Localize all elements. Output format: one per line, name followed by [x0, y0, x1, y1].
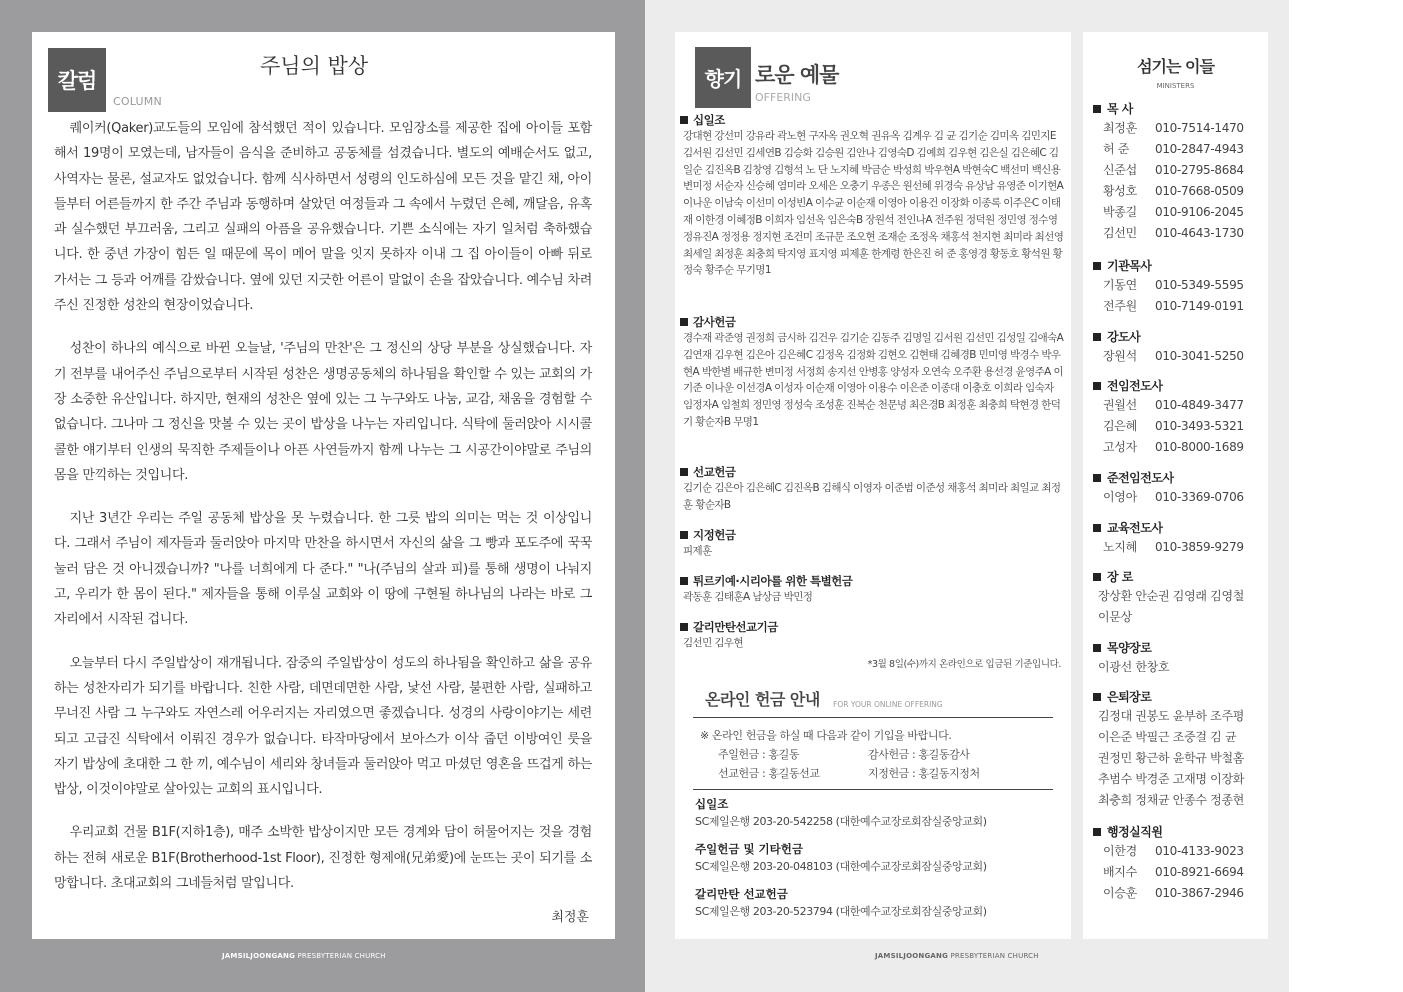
ministers-page: [1083, 32, 1268, 939]
section-names: 곽동훈 김태훈A 남상금 박민정: [683, 591, 813, 603]
section-title-text: 선교헌금: [693, 465, 736, 479]
account-kalimantan: [695, 885, 1055, 921]
offering-section-designated: [680, 527, 1064, 560]
minister-group-title: [1093, 823, 1263, 841]
offering-section-thanks: [680, 314, 1064, 431]
minister-phone: 010-4643-1730: [1155, 226, 1244, 240]
minister-name: 황성호: [1103, 184, 1137, 198]
online-offering-title: 온라인 헌금 안내: [705, 690, 820, 709]
minister-name: 이영아: [1103, 490, 1137, 504]
column-paragraph: 퀘이커(Qaker)교도들의 모임에 참석했던 적이 있습니다. 모임장소를 제공한 집에 아이들 포함해서 19명이 모였는데, 남자들이 음식을 준비하고 공동체를 섬겼습니다. 별도의 예배순서도 없고, 사역자는 물론, 설교자도 없었습니다. 함께 식사하면서 성령의 인도하심에 모든 것을 맡긴 채, 아이들부터 어른들까지 한 주간 주님과 동행하며 살았던 여정들과 그 속에서 누렸던 은혜, 깨달음, 유혹과 실수했던 부끄러움, 그리고 실패의 아픔을 공유했습니다. 기쁜 소식에는 자기 일처럼 축하했습니다. 한 중년 가장이 힘든 일 때문에 목이 메어 말을 잇지 못하자 이내 그 집 아이들이 아빠 뒤로 가서는 그 등과 어깨를 감쌌습니다. 옆에 있던 지긋한 어른이 말없이 손을 잡았습니다. 예수님 차려주신 진정한 성찬의 현장이었습니다.: [54, 121, 592, 314]
minister-row: [1093, 883, 1263, 904]
column-body: [54, 116, 592, 914]
square-bullet-icon: [1093, 573, 1101, 581]
minister-group-title: [1093, 688, 1263, 706]
minister-phone: 010-4849-3477: [1155, 398, 1244, 412]
minister-phone: 010-4133-9023: [1155, 844, 1244, 858]
minister-group-title-text: 기관목사: [1107, 259, 1152, 273]
section-names: 피제훈: [683, 545, 712, 557]
offering-section-kalimantan: [680, 619, 1064, 652]
footer-church-rest: PRESBYTERIAN CHURCH: [295, 952, 386, 960]
minister-name: 장원석: [1103, 349, 1137, 363]
minister-row: [1093, 223, 1263, 244]
online-offering-info: [700, 726, 1018, 783]
minister-name: 김선민: [1103, 226, 1137, 240]
square-bullet-icon: [680, 577, 688, 585]
offering-sub: OFFERING: [755, 91, 811, 104]
online-offering-sub: FOR YOUR ONLINE OFFERING: [833, 700, 943, 709]
minister-name: 배지수: [1103, 865, 1137, 879]
section-names: 강대현 강선미 강유라 곽노현 구자옥 권오혁 권유옥 김계우 김 균 김기순 김미옥 김민지E 김서원 김선민 김세연B 김승화 김승원 김안나 김영숙D 김예희 김우현 김은실 김은혜C 김일순 김진옥B 김창영 김형석 노 단 노지혜 박금순 박성희 박우현A 박현숙C 백선미 백신용 변미정 서순자 신승혜 염미라 오세은 오충기 우종은 원선혜 위경숙 유상남 유영준 이기현A 이나운 이남숙 이선미 이성빈A 이수균 이순재 이영아 이용건 이장화 이종록 이주은C 이태재 이한경 이혜정B 이희자 임선옥 임은숙B 장원석 전인나A 전주원 정덕원 정민영 정수영 정유진A 정정용 정지현 조건미 조규문 조오현 조재순 조정옥 채홍석 천지현 최미라 최선영 최세일 최정훈 최충희 탁지영 표지영 피제훈 한계령 한은진 허 준 홍영경 황동호 황석원 황정숙 황주순 무기명1: [683, 130, 1064, 277]
square-bullet-icon: [1093, 262, 1101, 270]
offering-note: *3월 8일(수)까지 온라인으로 입금된 기준입니다.: [867, 659, 1061, 670]
minister-phone: 010-3859-9279: [1155, 540, 1244, 554]
square-bullet-icon: [1093, 644, 1101, 652]
minister-name: 이승훈: [1103, 886, 1137, 900]
minister-phone: 010-7149-0191: [1155, 299, 1244, 313]
minister-group-title: [1093, 257, 1263, 275]
square-bullet-icon: [680, 531, 688, 539]
minister-name: 신준섭: [1103, 163, 1137, 177]
minister-phone: 010-2795-8684: [1155, 163, 1244, 177]
minister-phone: 010-8000-1689: [1155, 440, 1244, 454]
minister-group: [1093, 100, 1263, 244]
minister-group-title: [1093, 328, 1263, 346]
minister-group-title: [1093, 568, 1263, 586]
section-title-text: 튀르키예·시리아를 위한 특별헌금: [693, 574, 853, 588]
minister-name: 고성자: [1103, 440, 1137, 454]
minister-phone: 010-5349-5595: [1155, 278, 1244, 292]
minister-phone: 010-8921-6694: [1155, 865, 1244, 879]
minister-group-title-text: 목 사: [1107, 102, 1133, 116]
square-bullet-icon: [680, 318, 688, 326]
minister-group-title-text: 행정실직원: [1107, 825, 1163, 839]
minister-name: 박종길: [1103, 205, 1137, 219]
online-item: 지정헌금 : 홍길동지정처: [868, 767, 980, 780]
column-paragraph: 우리교회 건물 B1F(지하1층), 매주 소박한 밥상이지만 모든 경계와 담이 허물어지는 것을 경험하는 전혀 새로운 B1F(Brotherhood-1st Floor), 진정한 형제애(兄弟愛)에 눈뜨는 곳이 되기를 소망합니다. 초대교회의 그네들처럼 말입니다.: [54, 825, 592, 892]
minister-row: [1093, 275, 1263, 296]
minister-row: [1093, 139, 1263, 160]
online-item: 감사헌금 : 홍길동감사: [868, 748, 970, 761]
minister-phone: 010-7668-0509: [1155, 184, 1244, 198]
minister-group: [1093, 519, 1263, 558]
column-paragraph: 성찬이 하나의 예식으로 바뀐 오늘날, '주님의 만찬'은 그 정신의 상당 부분을 상실했습니다. 자기 전부를 내어주신 주님으로부터 시작된 성찬은 생명공동체의 하나됨을 확인할 수 있는 교회의 가장 소중한 유산입니다. 하지만, 현재의 성찬은 옆에 있는 그 누구와도 나눔, 교감, 채움을 경험할 수 없습니다. 그나마 그 정신을 맛볼 수 있는 곳이 밥상을 나누는 자리입니다. 식탁에 둘러앉아 시시콜콜한 얘기부터 인생의 묵직한 주제들이나 아픈 사연들까지 함께 나누는 그 시공간이야말로 주님의 몸을 만끽하는 것입니다.: [54, 341, 592, 483]
minister-phone: 010-7514-1470: [1155, 121, 1244, 135]
minister-names-line: 김정대 권봉도 윤부하 조주평: [1098, 709, 1245, 723]
minister-group: [1093, 328, 1263, 367]
minister-name: 기동연: [1103, 278, 1137, 292]
ministers-title: 섬기는 이들: [1137, 57, 1214, 76]
minister-row: [1093, 537, 1263, 558]
minister-group-title: [1093, 377, 1263, 395]
minister-group-title: [1093, 100, 1263, 118]
minister-group-title-text: 목양장로: [1107, 641, 1152, 655]
minister-row: [1093, 118, 1263, 139]
minister-row: [1093, 416, 1263, 437]
section-title-text: 지정헌금: [693, 528, 736, 542]
account-general: [695, 840, 1055, 876]
offering-section-special: [680, 573, 1064, 606]
minister-group-title-text: 준전임전도사: [1107, 471, 1174, 485]
left-footer: [222, 952, 386, 960]
section-title-text: 감사헌금: [693, 315, 736, 329]
minister-group: [1093, 688, 1263, 811]
minister-row: [1093, 487, 1263, 508]
account-title: 주일헌금 및 기타헌금: [695, 842, 803, 856]
minister-name: 허 준: [1103, 142, 1130, 156]
minister-names-line: 이문상: [1098, 610, 1132, 624]
minister-group: [1093, 377, 1263, 458]
section-title: [680, 112, 1064, 128]
minister-name: 최정훈: [1103, 121, 1137, 135]
offering-section-tithe: [680, 112, 1064, 279]
minister-row: [1093, 862, 1263, 883]
offering-section-mission: [680, 464, 1064, 514]
minister-group: [1093, 639, 1263, 678]
minister-group: [1093, 568, 1263, 628]
minister-group-title-text: 은퇴장로: [1107, 690, 1152, 704]
column-paragraph: 오늘부터 다시 주일밥상이 재개됩니다. 잠중의 주일밥상이 성도의 하나됨을 확인하고 삶을 공유하는 성찬자리가 되기를 바랍니다. 친한 사람, 데면데면한 사람, 낯선 사람, 불편한 사람, 실패하고 무너진 사람 그 누구와도 자연스레 어우러지는 자리였으면 좋겠습니다. 성경의 사랑이야기는 세련되고 고급진 식탁에서 이뤄진 경우가 없습니다. 타작마당에서 보아스가 이삭 줍던 이방여인 룻을 자기 밥상에 초대한 그 한 끼, 예수님이 세리와 창녀들과 둘러앉아 먹고 마셨던 영혼을 뜨겁게 하는 밥상, 이것이야말로 살아있는 교회의 표시입니다.: [54, 655, 592, 798]
column-author: 최정훈: [551, 910, 589, 925]
minister-row: [1093, 395, 1263, 416]
minister-row: [1093, 160, 1263, 181]
minister-name: 이한경: [1103, 844, 1137, 858]
section-title: [680, 527, 1064, 543]
divider: [693, 717, 1053, 718]
square-bullet-icon: [1093, 524, 1101, 532]
online-items: [700, 745, 1018, 783]
minister-row: [1093, 841, 1263, 862]
offering-page: [675, 32, 1071, 939]
square-bullet-icon: [1093, 105, 1101, 113]
minister-row: [1093, 296, 1263, 317]
minister-group: [1093, 469, 1263, 508]
square-bullet-icon: [1093, 382, 1101, 390]
square-bullet-icon: [680, 623, 688, 631]
minister-names-line: 최충희 정채균 안종수 정종현: [1098, 793, 1245, 807]
minister-names-line: 장상환 안순권 김영래 김영철: [1098, 589, 1245, 603]
minister-group-title: [1093, 639, 1263, 657]
account-number: SC제일은행 203-20-048103 (대한예수교장로회잠실중앙교회): [695, 860, 987, 873]
minister-phone: 010-3041-5250: [1155, 349, 1244, 363]
account-tithe: [695, 795, 1055, 831]
section-title-text: 십일조: [693, 113, 725, 127]
divider: [693, 789, 1053, 790]
account-title: 십일조: [695, 797, 729, 811]
square-bullet-icon: [1093, 474, 1101, 482]
section-names: 경수재 곽준영 권정희 금시하 김건우 김기순 김동주 김명일 김서원 김선민 김성일 김애숙A 김연재 김우현 김은아 김은혜C 김정옥 김정화 김현오 김현태 김혜경B 민미영 박경수 박우현A 박한별 배규한 변미정 서정희 송지선 안병홍 양성자 오연숙 오주환 용선경 윤영주A 이기준 이나운 이선경A 이성자 이순재 이영아 이용수 이은준 이종대 이충호 이희라 임숙자 임정자A 임철희 정민영 정성숙 조성훈 진복순 천문녕 최은경B 최정훈 최충희 탁현경 한덕기 황순자B 무명1: [683, 332, 1064, 428]
minister-row: [1093, 181, 1263, 202]
online-item: 선교헌금 : 홍길동선교: [718, 767, 820, 780]
ministers-sub: MINISTERS: [1156, 82, 1195, 90]
account-number: SC제일은행 203-20-523794 (대한예수교장로회잠실중앙교회): [695, 905, 987, 918]
minister-group-title: [1093, 469, 1263, 487]
footer-church-bold: JAMSILJOONGANG: [222, 952, 296, 960]
online-item: 주일헌금 : 홍길동: [718, 748, 800, 761]
minister-names-line: 권정민 황근하 윤학규 박철홈: [1098, 751, 1245, 765]
minister-group-title-text: 전임전도사: [1107, 379, 1163, 393]
minister-row: [1093, 437, 1263, 458]
offering-badge: 향기: [695, 47, 751, 108]
minister-group-title-text: 장 로: [1107, 570, 1133, 584]
minister-group-title: [1093, 519, 1263, 537]
account-title: 갈리만탄 선교헌금: [695, 887, 788, 901]
section-title: [680, 573, 1064, 589]
section-title: [680, 314, 1064, 330]
minister-names-line: 이광선 한창호: [1098, 660, 1170, 674]
minister-phone: 010-3867-2946: [1155, 886, 1244, 900]
minister-group: [1093, 257, 1263, 317]
minister-row: [1093, 346, 1263, 367]
minister-phone: 010-2847-4943: [1155, 142, 1244, 156]
square-bullet-icon: [1093, 828, 1101, 836]
column-page: [32, 32, 615, 939]
section-title: [680, 619, 1064, 635]
square-bullet-icon: [1093, 333, 1101, 341]
minister-name: 김은혜: [1103, 419, 1137, 433]
minister-phone: 010-9106-2045: [1155, 205, 1244, 219]
account-number: SC제일은행 203-20-542258 (대한예수교장로회잠실중앙교회): [695, 815, 987, 828]
footer-church-rest: PRESBYTERIAN CHURCH: [948, 952, 1039, 960]
minister-names-line: 추범수 박경준 고재명 이장화: [1098, 772, 1245, 786]
column-title: 주님의 밥상: [260, 54, 369, 78]
section-names: 김선민 김우현: [683, 637, 743, 649]
minister-name: 권월선: [1103, 398, 1137, 412]
right-footer: [875, 952, 1039, 960]
column-badge-sub: COLUMN: [113, 95, 162, 108]
column-paragraph: 지난 3년간 우리는 주일 공동체 밥상을 못 누렸습니다. 한 그릇 밥의 의미는 먹는 것 이상입니다. 그래서 주님이 제자들과 둘러앉아 마지막 만찬을 하시면서 자신의 삶을 그 빵과 포도주에 꾹꾹 눌러 담은 것 아니겠습니까? "나를 너희에게 다 준다." "나(주님의 살과 피)를 통해 생명이 나눠지고, 우리가 한 몸이 된다." 제자들을 통해 이루실 교회와 이 땅에 구현될 하나님의 나라는 바로 그 자리에서 시작된 겁니다.: [54, 511, 592, 628]
minister-phone: 010-3493-5321: [1155, 419, 1244, 433]
minister-group-title-text: 강도사: [1107, 330, 1141, 344]
minister-group-title-text: 교육전도사: [1107, 521, 1163, 535]
offering-title: 로운 예물: [755, 63, 839, 87]
minister-name: 노지혜: [1103, 540, 1137, 554]
section-names: 김기순 김은아 김은혜C 김진옥B 김해식 이영자 이준범 이준성 채홍석 최미라 최일교 최정훈 황순자B: [683, 482, 1061, 511]
minister-names-line: 이은준 박필근 조중걸 김 균: [1098, 730, 1237, 744]
minister-group: [1093, 823, 1263, 904]
square-bullet-icon: [1093, 693, 1101, 701]
footer-church-bold: JAMSILJOONGANG: [875, 952, 949, 960]
minister-name: 전주원: [1103, 299, 1137, 313]
square-bullet-icon: [680, 116, 688, 124]
section-title-text: 갈리만탄선교기금: [693, 620, 778, 634]
minister-row: [1093, 202, 1263, 223]
square-bullet-icon: [680, 468, 688, 476]
online-intro: ※ 온라인 헌금을 하실 때 다음과 같이 기입을 바랍니다.: [700, 729, 952, 742]
column-badge: 칼럼: [48, 48, 106, 112]
minister-phone: 010-3369-0706: [1155, 490, 1244, 504]
section-title: [680, 464, 1064, 480]
